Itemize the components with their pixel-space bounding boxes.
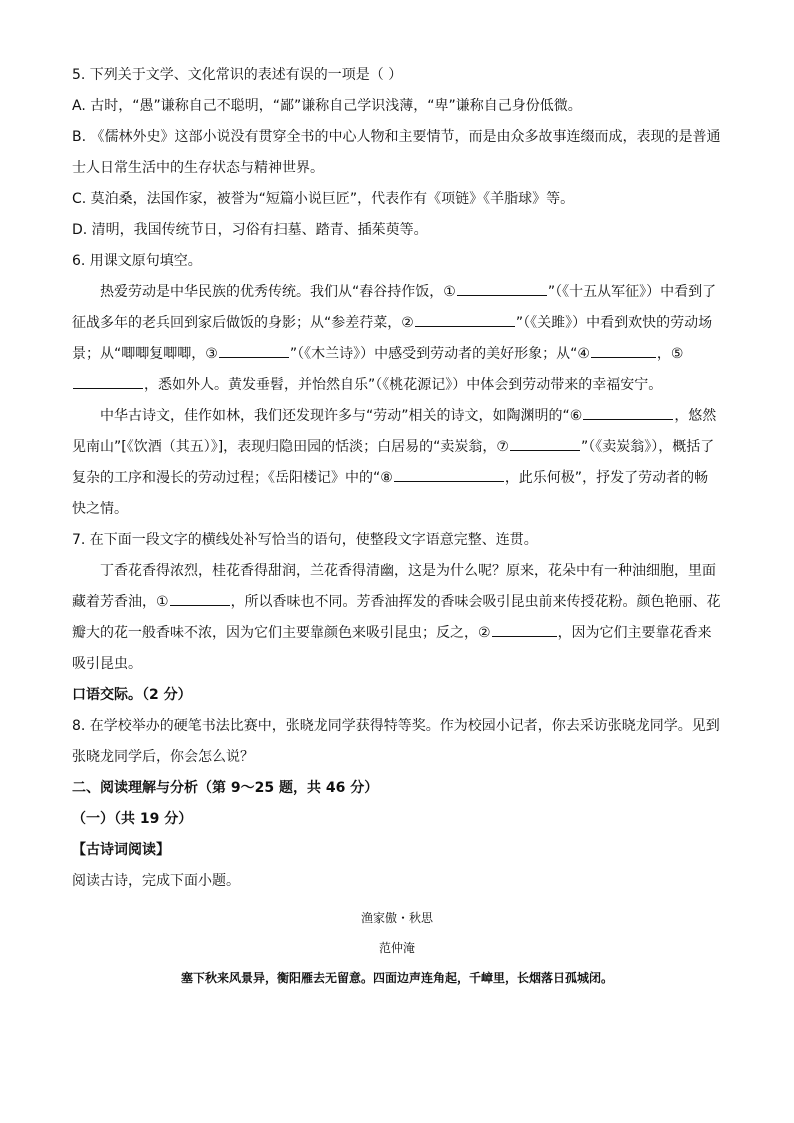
q6-text: 热爱劳动是中华民族的优秀传统。我们从“舂谷持作饭，①: [100, 284, 456, 300]
q6-paragraph-2: [72, 401, 722, 525]
q6-text: ”（《木兰诗》）中感受到劳动者的美好形象；从“④: [289, 346, 590, 362]
poetry-instruction: 阅读古诗，完成下面小题。: [72, 873, 240, 889]
q6-text: ，⑤: [656, 346, 684, 362]
q5-option-a: A. 古时，“愚”谦称自己不聪明，“鄙”谦称自己学识浅薄，“卑”谦称自己身份低微。: [72, 98, 582, 114]
q6-paragraph-1: [72, 277, 722, 401]
q6-text: ”（《十五从军征》）中看到了征战多年的老兵回到家后做饭的身影；从“参差荇菜，②: [72, 284, 717, 331]
q5-option-b: B. 《儒林外史》这部小说没有贯穿全书的中心人物和主要情节，而是由众多故事连缀而成，表现的是普通士人日常生活中的生存状态与精神世界。: [72, 129, 721, 176]
poem-author: 范仲淹: [378, 941, 415, 955]
q6-stem: 6. 用课文原句填空。: [72, 253, 202, 269]
q7-text: 丁香花香得浓烈，桂花香得甜润，兰花香得清幽，这是为什么呢？原来，花朵中有一种油细胞，里面藏着芳香油，①: [72, 563, 716, 610]
answer-blank-6[interactable]: [583, 405, 673, 420]
answer-blank-q7-2[interactable]: [492, 622, 557, 637]
answer-blank-1[interactable]: [457, 281, 547, 296]
exam-page: [72, 60, 722, 993]
poem-line: 塞下秋来风景异，衡阳雁去无留意。四面边声连角起，千嶂里，长烟落日孤城闭。: [180, 971, 613, 985]
answer-blank-4[interactable]: [591, 343, 656, 358]
answer-blank-8[interactable]: [394, 467, 504, 482]
poem: [72, 903, 722, 993]
q7-text: ，所以香味也不同。芳香油挥发的香味会吸引昆虫前来传授花粉。颜色艳丽、花瓣大的花一般香味不浓，因为它们主要靠颜色来吸引昆虫；反之，②: [72, 594, 721, 641]
q6-text: ，此乐何极”，抒发了劳动者的畅快之情。: [72, 470, 709, 517]
q6-text: 中华古诗文，佳作如林，我们还发现许多与“劳动”相关的诗文，如陶渊明的“⑥: [100, 408, 583, 424]
answer-blank-2[interactable]: [415, 312, 515, 327]
poetry-label: 【古诗词阅读】: [72, 842, 170, 858]
answer-blank-3[interactable]: [219, 343, 289, 358]
q5-stem: 5. 下列关于文学、文化常识的表述有误的一项是（ ）: [72, 67, 403, 83]
answer-blank-7[interactable]: [510, 436, 580, 451]
q5-option-c: C. 莫泊桑，法国作家，被誉为“短篇小说巨匠”，代表作有《项链》《羊脂球》等。: [72, 191, 575, 207]
q6-text: ，悉如外人。黄发垂髫，并怡然自乐”（《桃花源记》）中体会到劳动带来的幸福安宁。: [144, 377, 663, 393]
q7-text: ，因为它们主要靠花香来吸引昆虫。: [72, 625, 712, 672]
part-1-heading: （一）（共 19 分）: [72, 811, 193, 827]
q7-paragraph: [72, 556, 722, 680]
q5-option-d: D. 清明，我国传统节日，习俗有扫墓、踏青、插茱萸等。: [72, 222, 428, 238]
q6-text: ”（《卖炭翁》），概括了复杂的工序和漫长的劳动过程；《岳阳楼记》中的“⑧: [72, 439, 715, 486]
answer-blank-q7-1[interactable]: [170, 591, 230, 606]
poem-title: 渔家傲・秋思: [360, 911, 433, 925]
oral-heading: 口语交际。（2 分）: [72, 687, 192, 703]
section-2-heading: 二、阅读理解与分析（第 9～25 题，共 46 分）: [72, 780, 379, 796]
q7-stem: 7. 在下面一段文字的横线处补写恰当的语句，使整段文字语意完整、连贯。: [72, 532, 538, 548]
answer-blank-5[interactable]: [73, 374, 143, 389]
q8-text: 8. 在学校举办的硬笔书法比赛中，张晓龙同学获得特等奖。作为校园小记者，你去采访张晓龙同学。见到张晓龙同学后，你会怎么说？: [72, 718, 720, 765]
q6-text: ”（《关雎》）中看到欢快的劳动场景；从“唧唧复唧唧，③: [72, 315, 713, 362]
q6-text: ，悠然见南山”[《饮酒（其五）》]，表现归隐田园的恬淡；白居易的“卖炭翁，⑦: [72, 408, 717, 455]
